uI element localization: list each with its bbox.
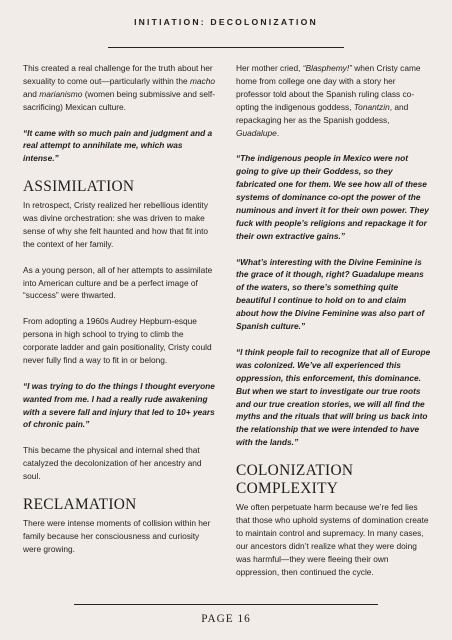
body-paragraph: This became the physical and internal shed that catalyzed the decolonization of her ancestry and soul. [23, 445, 202, 482]
footer-divider [74, 604, 378, 605]
pull-quote: “I think people fail to recognize that all of Europe was colonized. We’ve all experienced this oppression, this enforcement, this dominance. But when we start to investigate our true roots and our true creation stories, we will all find the myths and the rituals that will bring us back into the relationship that we were intended to have with the lands.” [236, 346, 431, 448]
pull-quote: “I was trying to do the things I thought everyone wanted from me. I had a really rude awakening with a severe fall and injury that led to 10+ years of chronic pain.” [23, 380, 215, 430]
pull-quote: “The indigenous people in Mexico were not going to give up their Goddess, so they fabricated one for them. We see how all of these systems of dominance co-opt the power of the numinous and invert it for their own power. They fuck with people’s religions and repackage it for their own extractive gains.” [236, 153, 429, 241]
body-paragraph: We often perpetuate harm because we’re fed lies that those who uphold systems of domination create to maintain control and supremacy. In many cases, our ancestors didn’t realize what they were doing was harmful—they were fleeing their own oppression, then continued the cycle. [236, 502, 429, 577]
pull-quote: “It came with so much pain and judgment and a real attempt to annihilate me, which was intense.” [23, 127, 213, 164]
left-column [23, 62, 218, 569]
page-number: PAGE 16 [201, 613, 251, 625]
right-column [236, 62, 431, 591]
body-paragraph: From adopting a 1960s Audrey Hepburn-esque persona in high school to trying to climb the corporate ladder and gain positionality, Cristy could never fully find a way to fit in or belong. [23, 316, 212, 365]
body-paragraph: As a young person, all of her attempts to assimilate into American culture and be a perfect image of “success” were thwarted. [23, 264, 213, 301]
body-paragraph: In retrospect, Cristy realized her rebellious identity was divine orchestration: she was driven to make sense of why she felt haunted and how that fit into the context of her family. [23, 200, 209, 249]
running-header: INITIATION: DECOLONIZATION [134, 17, 318, 27]
body-paragraph: Her mother cried, “Blasphemy!” when Cristy came home from college one day with a story her professor told about the Spanish ruling class co-opting the indigenous goddess, Tonantzin, and repackaging her as the Spanish goddess, Guadalupe. [236, 63, 421, 138]
section-heading-reclamation: RECLAMATION [23, 495, 137, 513]
body-paragraph: There were intense moments of collision within her family because her consciousness and curiosity were growing. [23, 517, 211, 554]
section-heading-assimilation: ASSIMILATION [23, 178, 135, 196]
pull-quote: “What’s interesting with the Divine Feminine is the grace of it though, right? Guadalupe means of the waters, so there’s something quite beautiful I continue to hold on to and claim about how the Divine Feminine was also part of Spanish culture.” [236, 256, 425, 332]
body-paragraph: This created a real challenge for the truth about her sexuality to come out—particularly within the macho and marianismo (women being submissive and self-sacrificing) Mexican culture. [23, 63, 216, 112]
section-heading-colonization-complexity: COLONIZATION COMPLEXITY [236, 462, 354, 498]
header-divider [108, 47, 344, 48]
